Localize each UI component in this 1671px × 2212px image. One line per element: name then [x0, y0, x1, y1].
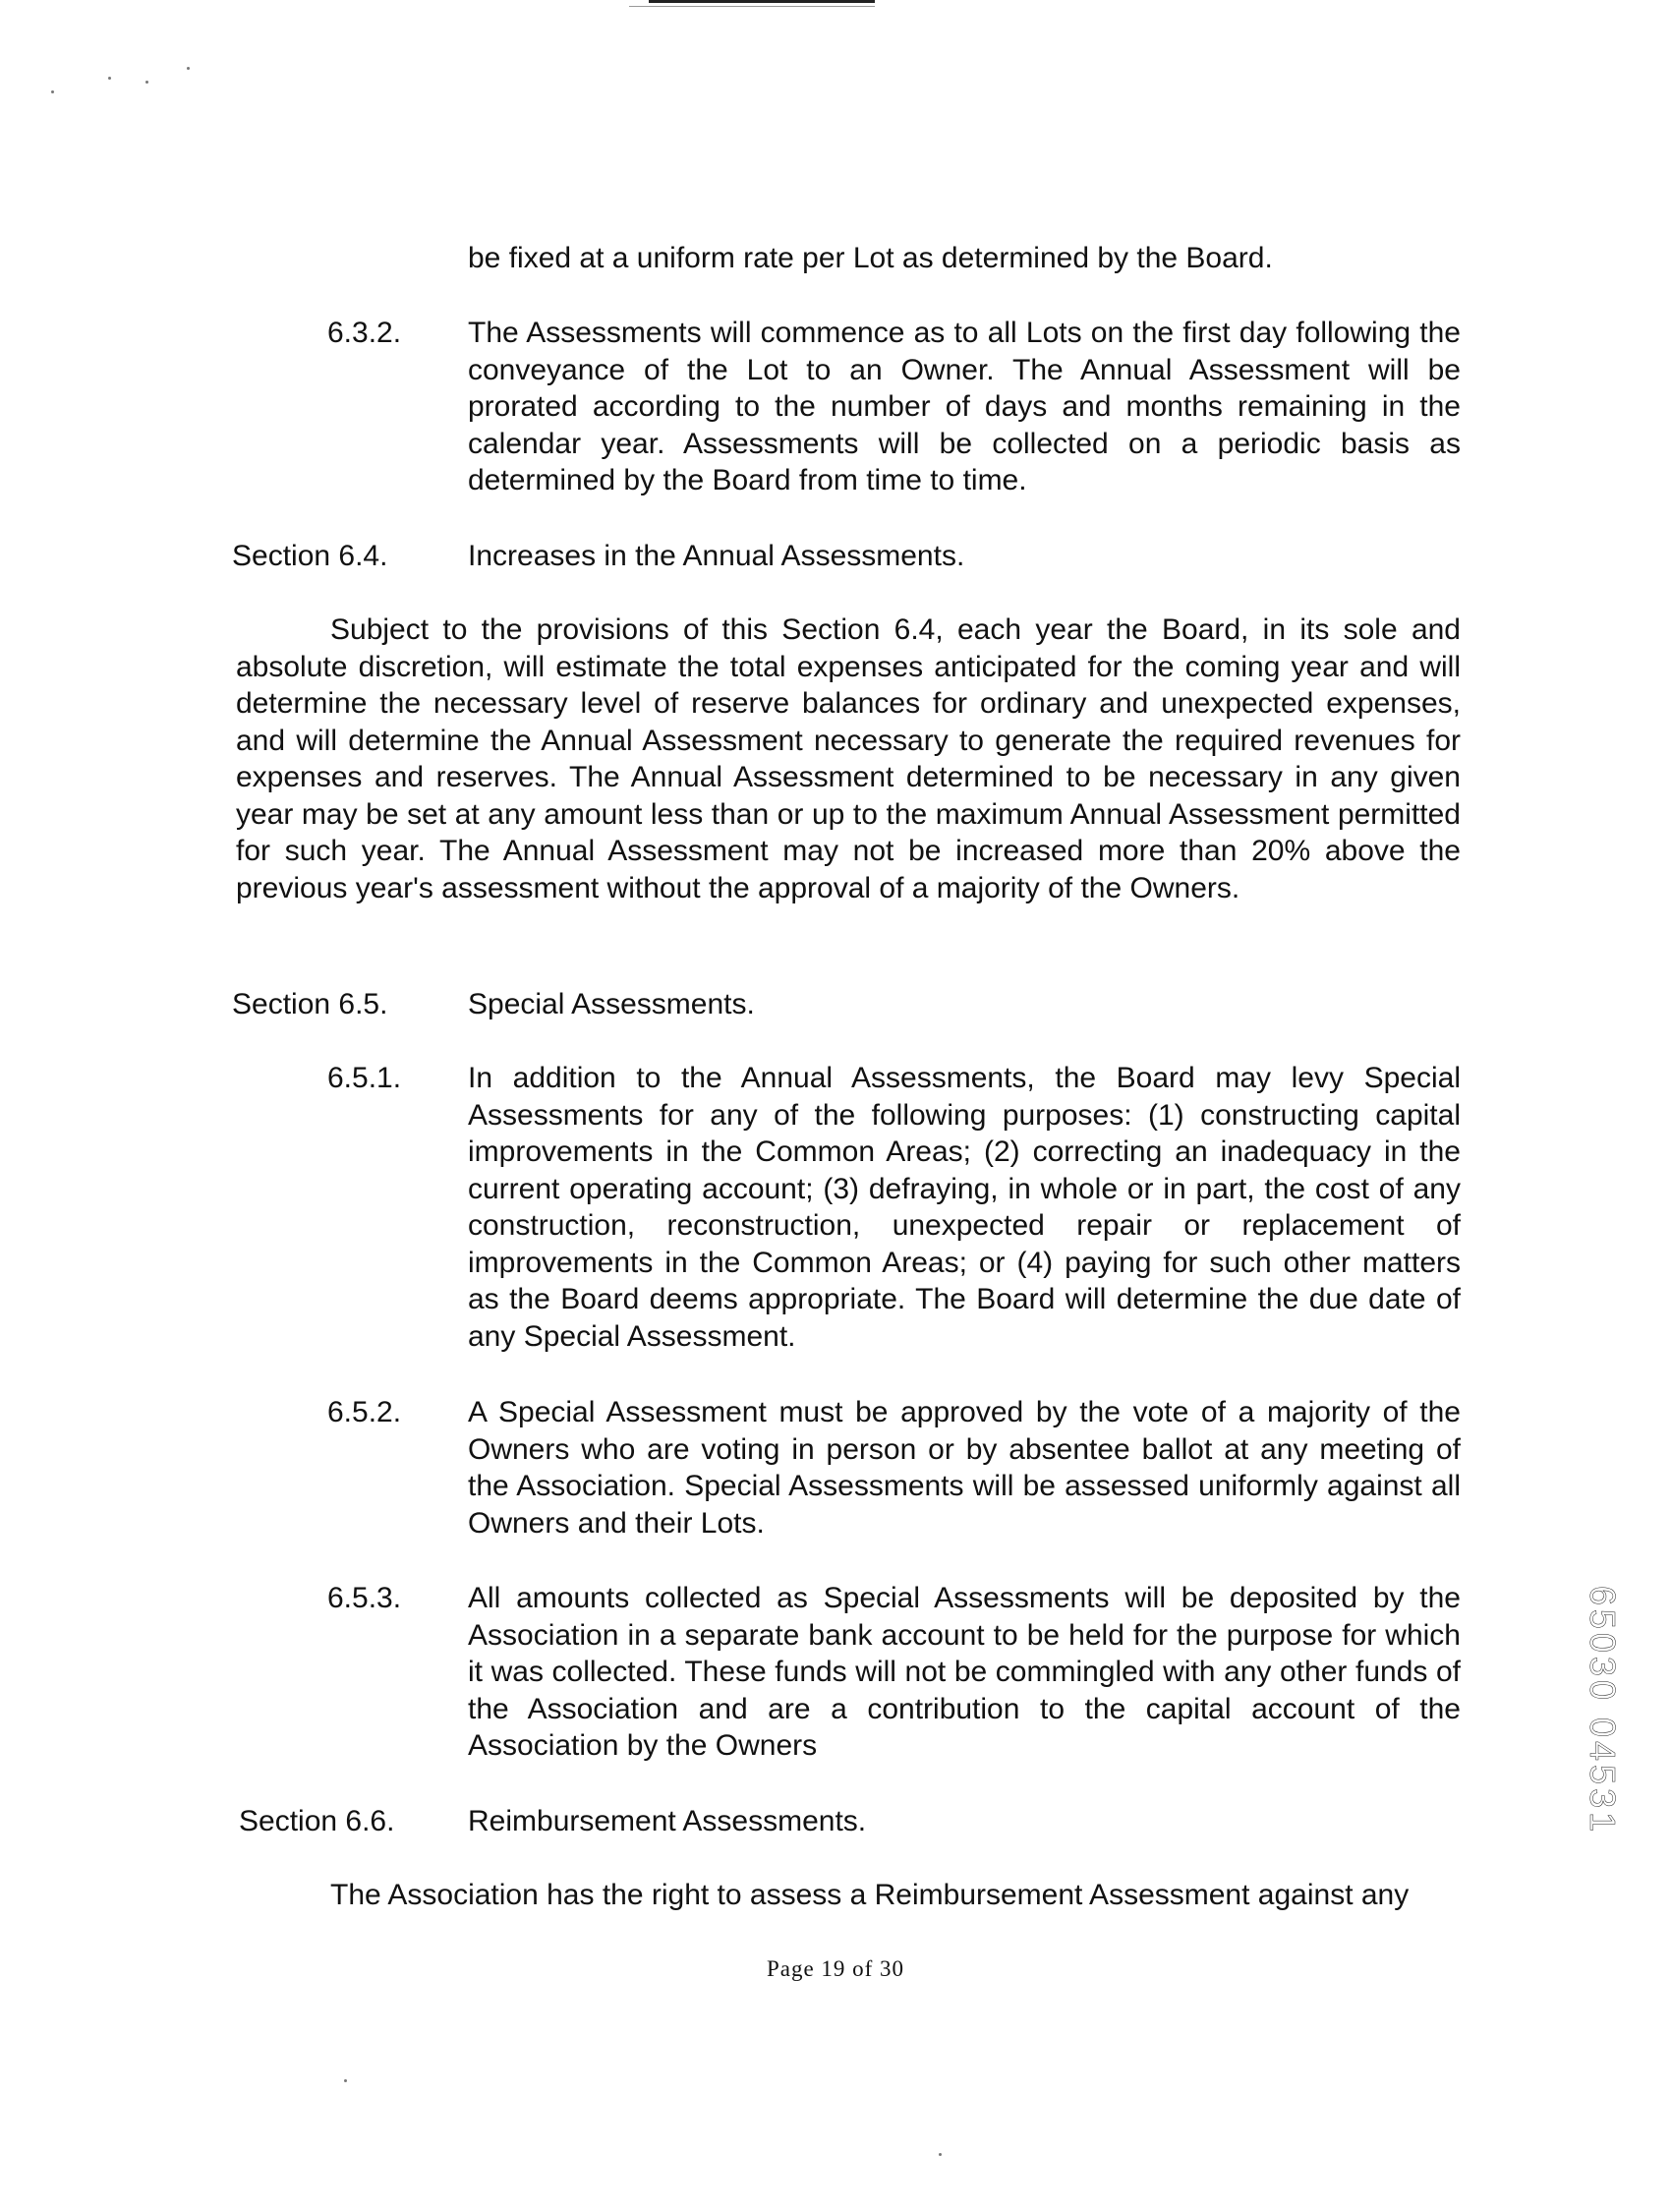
section-6-6-body-text: The Association has the right to assess a Reimbursement Assessment against any	[330, 1879, 1410, 1911]
section-6-4-title: Increases in the Annual Assessments.	[468, 540, 965, 572]
section-6-6-title: Reimbursement Assessments.	[468, 1805, 867, 1837]
scan-speck	[939, 2153, 942, 2156]
scan-speck	[51, 90, 54, 93]
item-number-6-5-1: 6.5.1.	[327, 1062, 402, 1094]
item-number-6-5-2: 6.5.2.	[327, 1396, 402, 1428]
top-edge-rule-faint	[629, 6, 875, 7]
item-6-3-2	[468, 315, 1461, 499]
recording-stamp	[1573, 1573, 1632, 1848]
scan-speck	[108, 77, 111, 80]
scan-speck	[187, 67, 190, 70]
top-edge-rule	[649, 0, 875, 3]
continuation-text	[468, 240, 1461, 277]
section-6-6-label: Section 6.6.	[239, 1805, 395, 1837]
item-6-5-2-text: A Special Assessment must be approved by the vote of a majority of the Owners who are voting in person or by absentee ballot at any meeting of the Association. Special Assessments will be assessed uniformly against all Owners and their Lots.	[468, 1396, 1461, 1540]
scan-speck	[145, 81, 148, 84]
section-6-6-body	[330, 1877, 1461, 1914]
section-6-5-title: Special Assessments.	[468, 988, 755, 1020]
page-number-footer: Page 19 of 30	[766, 1956, 905, 1981]
item-number-6-5-3: 6.5.3.	[327, 1582, 402, 1614]
scan-speck	[344, 2079, 347, 2082]
item-number-6-3-2: 6.3.2.	[327, 317, 402, 349]
item-6-5-1-text: In addition to the Annual Assessments, the Board may levy Special Assessments for any of the following purposes: (1) constructing capital improvements in the Common Areas; (2) correcting an inadequacy in the current operating account; (3) defraying, in whole or in part, the cost of any construction, reconstruction, unexpected repair or replacement of improvements in the Common Areas; or (4) paying for such other matters as the Board deems appropriate. The Board will determine the due date of any Special Assessment.	[468, 1062, 1461, 1353]
item-6-5-3	[468, 1580, 1461, 1765]
item-6-5-3-text: All amounts collected as Special Assessments will be deposited by the Association in a separate bank account to be held for the purpose for which it was collected. These funds will not be commingled with any other funds of the Association and are a contribution to the capital account of the Association by the Owners	[468, 1582, 1461, 1762]
continuation-paragraph: be fixed at a uniform rate per Lot as determined by the Board.	[468, 242, 1273, 274]
item-6-5-1	[468, 1060, 1461, 1355]
section-6-5-label: Section 6.5.	[232, 988, 388, 1020]
section-6-4-label: Section 6.4.	[232, 540, 388, 572]
section-6-4-body	[236, 611, 1461, 906]
item-6-3-2-text: The Assessments will commence as to all Lots on the first day following the conveyance of the Lot to an Owner. The Annual Assessment will be prorated according to the number of days and months remaining in the calendar year. Assessments will be collected on a periodic basis as determined by the Board from time to time.	[468, 317, 1461, 496]
recording-stamp-text: 65030 04531	[1583, 1585, 1623, 1836]
item-6-5-2	[468, 1394, 1461, 1542]
section-6-4-body-text: Subject to the provisions of this Section 6.4, each year the Board, in its sole and absolute discretion, will estimate the total expenses anticipated for the coming year and will determine the necessary level of reserve balances for ordinary and unexpected expenses, and will determine the Annual Assessment necessary to generate the required revenues for expenses and reserves. The Annual Assessment determined to be necessary in any given year may be set at any amount less than or up to the maximum Annual Assessment permitted for such year. The Annual Assessment may not be increased more than 20% above the previous year's assessment without the approval of a majority of the Owners.	[236, 613, 1461, 904]
